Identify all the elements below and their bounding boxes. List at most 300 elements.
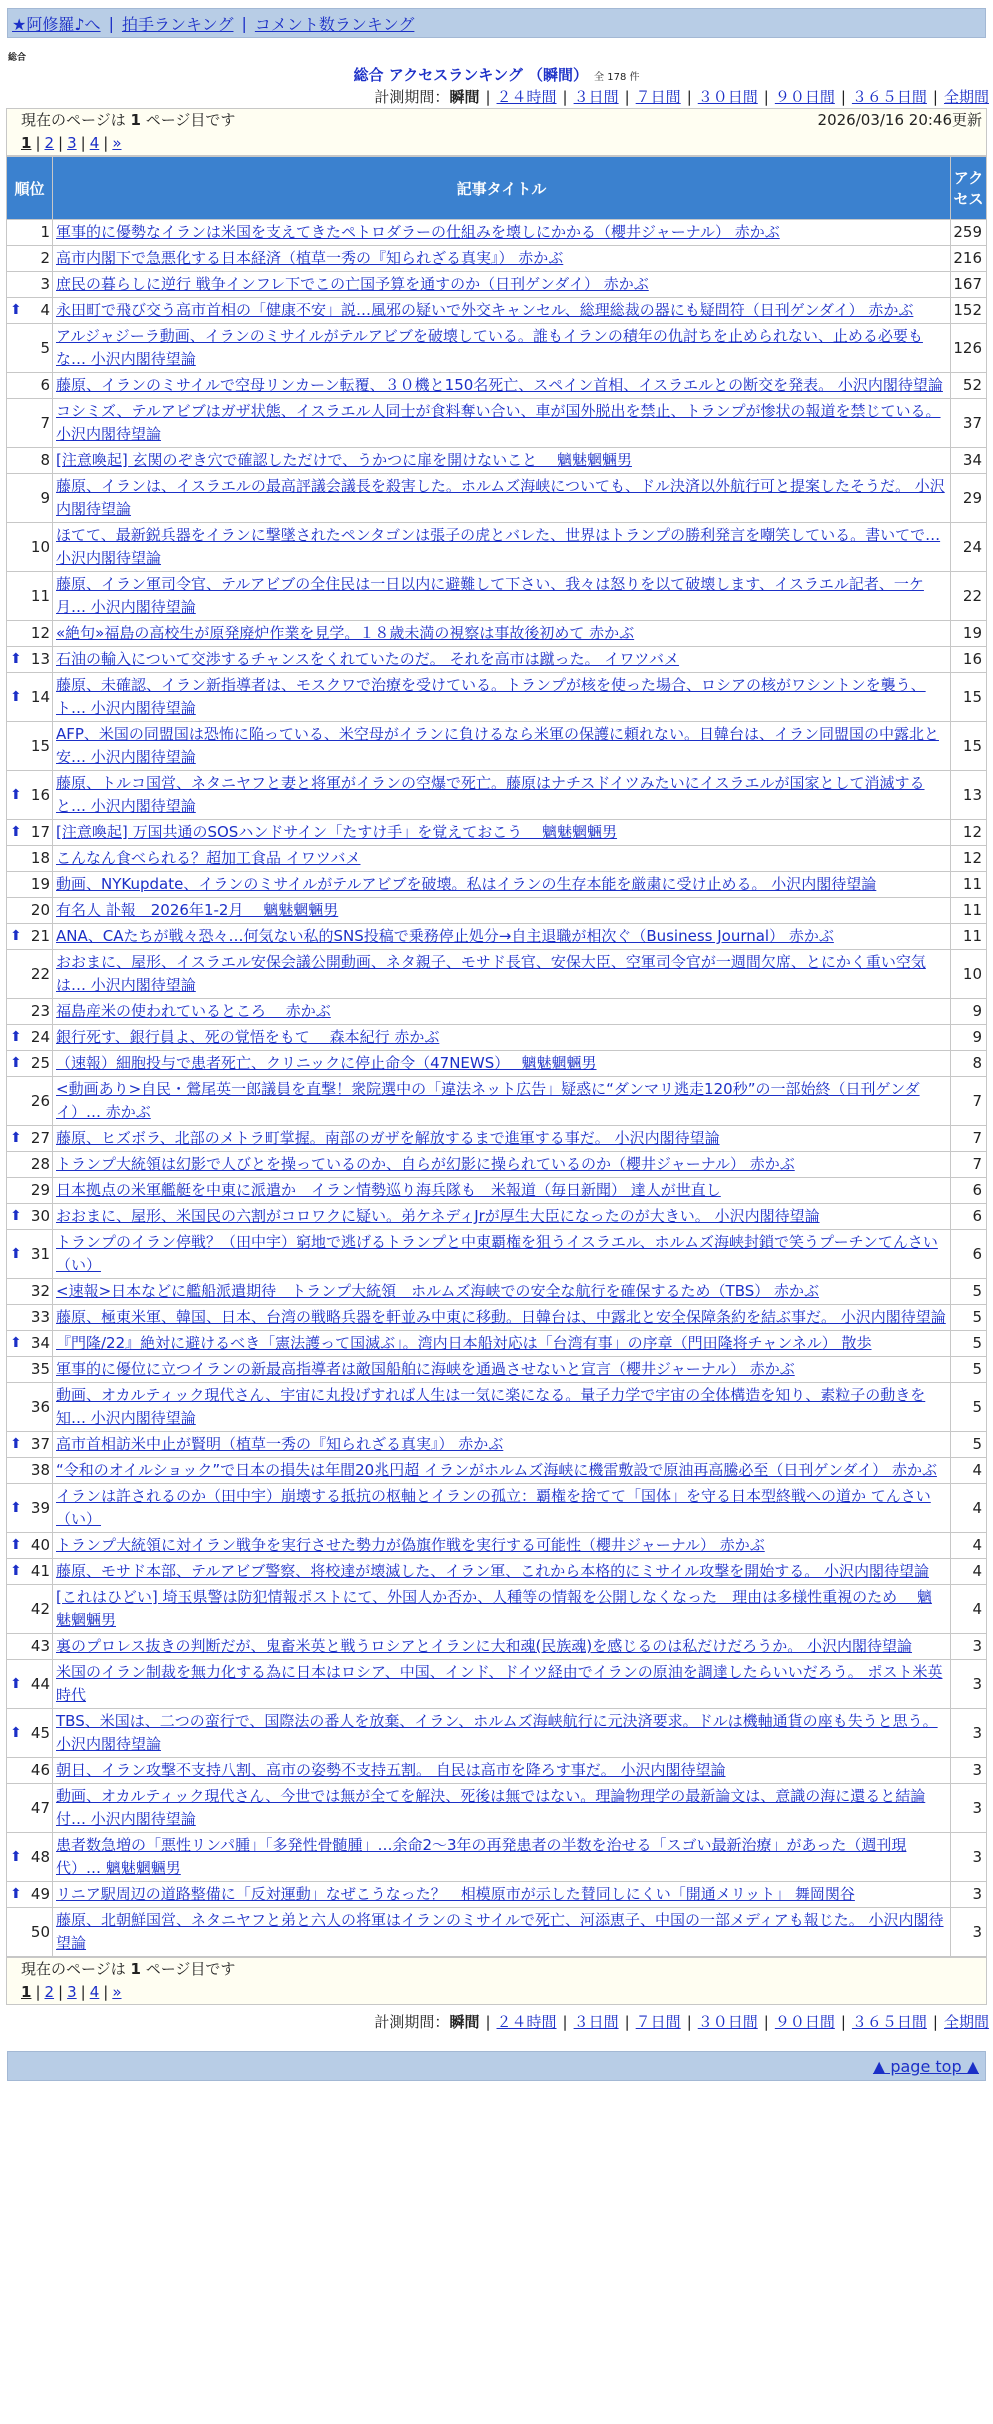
rank-number: 11 (30, 586, 50, 605)
title-cell (53, 999, 951, 1025)
rank-number: 50 (30, 1922, 50, 1941)
access-count: 9 (951, 999, 987, 1025)
access-count: 4 (951, 1458, 987, 1484)
table-row (7, 1279, 987, 1305)
article-link[interactable]: [注意喚起] 玄関のぞき穴で確認しただけで、うかつに扉を開けないこと 魑魅魍魎男 (56, 451, 632, 469)
access-count: 5 (951, 1305, 987, 1331)
rank-number: 41 (30, 1562, 50, 1580)
rank-up-arrow-icon: ⬆ (10, 928, 22, 944)
access-count: 126 (951, 324, 987, 373)
period-separator: | (624, 2013, 630, 2031)
table-row (7, 399, 987, 448)
column-header-title: 記事タイトル (53, 157, 951, 220)
rank-cell (7, 647, 53, 673)
title-cell (53, 1331, 951, 1357)
rank-up-arrow-icon: ⬆ (10, 1055, 22, 1071)
title-cell (53, 1357, 951, 1383)
article-link[interactable]: 藤原、イラン軍司令官、テルアビブの全住民は一日以内に避難して下さい、我々は怒りを以て破壊します、イスラエル記者、一ケ月… 小沢内閣待望論 (56, 575, 924, 616)
access-count: 52 (951, 373, 987, 399)
rank-up-arrow-icon: ⬆ (10, 1886, 22, 1902)
title-cell (53, 1432, 951, 1458)
rank-number: 46 (30, 1761, 50, 1779)
access-count: 3 (951, 1784, 987, 1833)
title-cell (53, 399, 951, 448)
article-link[interactable]: 患者数急増の「悪性リンパ腫」「多発性骨髄腫」…余命2〜3年の再発患者の半数を治せる「スゴい最新治療」があった（週刊現代）… 魑魅魍魎男 (56, 1836, 907, 1877)
rank-cell (7, 1383, 53, 1432)
main-content (6, 108, 987, 2005)
rank-cell (7, 1533, 53, 1559)
rank-cell (7, 1432, 53, 1458)
title-cell (53, 950, 951, 999)
rank-cell (7, 1833, 53, 1882)
period-separator: | (485, 88, 491, 106)
title-cell (53, 1758, 951, 1784)
rank-number: 17 (30, 823, 50, 841)
table-row (7, 1660, 987, 1709)
period-option[interactable]: ９０日間 (774, 88, 835, 106)
article-link[interactable]: 動画、NYKupdate、イランのミサイルがテルアビブを破壊。私はイランの生存本能を厳粛に受け止める。 小沢内閣待望論 (56, 875, 877, 893)
nav-separator: | (241, 13, 247, 33)
rank-number: 28 (30, 1155, 50, 1173)
table-row (7, 1882, 987, 1908)
nav-link-applause-ranking[interactable]: 拍手ランキング (121, 14, 234, 34)
table-row (7, 1784, 987, 1833)
title-cell (53, 1882, 951, 1908)
table-row (7, 1357, 987, 1383)
rank-number: 31 (30, 1244, 50, 1263)
rank-number: 21 (30, 927, 50, 945)
table-row (7, 1025, 987, 1051)
article-link[interactable]: 藤原、未確認、イラン新指導者は、モスクワで治療を受けている。トランプが核を使った場合、ロシアの核がワシントンを襲う、ト… 小沢内閣待望論 (56, 676, 926, 717)
access-count: 5 (951, 1279, 987, 1305)
period-separator: | (562, 88, 568, 106)
rank-up-arrow-icon: ⬆ (10, 1245, 22, 1262)
article-link[interactable]: 庶民の暮らしに逆行 戦争インフレ下でこの亡国予算を通すのか（日刊ゲンダイ） 赤かぶ (56, 275, 649, 293)
article-link[interactable]: （速報）細胞投与で患者死亡、クリニックに停止命令（47NEWS） 魑魅魍魎男 (56, 1054, 597, 1072)
table-row (7, 1758, 987, 1784)
table-row (7, 1178, 987, 1204)
current-page-text: 現在のページは 1 ページ目です (21, 111, 236, 129)
title-cell (53, 220, 951, 246)
access-count: 16 (951, 647, 987, 673)
pager-link[interactable]: 1 (21, 134, 32, 152)
title-cell (53, 846, 951, 872)
title-cell (53, 1484, 951, 1533)
article-link[interactable]: 動画、オカルティック現代さん、宇宙に丸投げすれば人生は一気に楽になる。量子力学で宇宙の全体構造を知り、素粒子の動きを知… 小沢内閣待望論 (56, 1386, 926, 1427)
access-count: 3 (951, 1908, 987, 1957)
rank-up-arrow-icon: ⬆ (10, 688, 22, 705)
table-row (7, 1559, 987, 1585)
rank-cell (7, 1709, 53, 1758)
article-link[interactable]: ほてて、最新鋭兵器をイランに撃墜されたペンタゴンは張子の虎とバレた、世界はトランプの勝利発言を嘲笑している。書いてで… 小沢内閣待望論 (56, 526, 941, 567)
rank-cell (7, 820, 53, 846)
article-link[interactable]: 藤原、北朝鮮国営、ネタニヤフと弟と六人の将軍はイランのミサイルで死亡、河添恵子、中国の一部メディアも報じた。 小沢内閣待望論 (56, 1911, 944, 1952)
article-link[interactable]: 裏のプロレス抜きの判断だが、鬼畜米英と戦うロシアとイランに大和魂(民族魂)を感じるのは私だけだろうか。 小沢内閣待望論 (56, 1637, 913, 1655)
rank-up-arrow-icon: ⬆ (10, 824, 22, 840)
rank-number: 47 (30, 1798, 50, 1817)
rank-up-arrow-icon: ⬆ (10, 1130, 22, 1146)
title-cell (53, 298, 951, 324)
table-row (7, 448, 987, 474)
period-option[interactable]: ９０日間 (774, 2013, 835, 2031)
title-cell (53, 1533, 951, 1559)
access-count: 5 (951, 1432, 987, 1458)
pager-link[interactable]: 3 (67, 134, 77, 152)
rank-number: 27 (30, 1129, 50, 1147)
title-cell (53, 1178, 951, 1204)
table-row (7, 523, 987, 572)
table-row (7, 324, 987, 373)
article-link[interactable]: “令和のオイルショック”で日本の損失は年間20兆円超 イランがホルムズ海峡に機雷敷設で原油再高騰必至（日刊ゲンダイ） 赤かぶ (56, 1461, 937, 1479)
period-option[interactable]: 全期間 (943, 88, 989, 106)
rank-number: 3 (40, 275, 50, 293)
table-row (7, 1077, 987, 1126)
article-link[interactable]: 日本拠点の米軍艦艇を中東に派遣か イラン情勢巡り海兵隊も 米報道（毎日新聞） 達人が世直し (56, 1181, 721, 1199)
article-link[interactable]: ANA、CAたちが戦々恐々…何気ない私的SNS投稿で乗務停止処分→自主退職が相次ぐ（Business Journal） 赤かぶ (56, 927, 834, 945)
article-link[interactable]: 高市内閣下で急悪化する日本経済（植草一秀の『知られざる真実』） 赤かぶ (56, 249, 564, 267)
table-row (7, 1051, 987, 1077)
period-option[interactable]: ３６５日間 (851, 88, 927, 106)
rank-number: 18 (30, 849, 50, 867)
rank-cell (7, 373, 53, 399)
table-row (7, 1709, 987, 1758)
top-nav (7, 8, 986, 38)
pager-link[interactable]: » (112, 134, 122, 152)
footer-bar (7, 2051, 986, 2081)
access-count: 15 (951, 673, 987, 722)
rank-number: 44 (30, 1674, 50, 1693)
page-info (6, 108, 987, 156)
article-link[interactable]: 軍事的に優勢なイランは米国を支えてきたペトロダラーの仕組みを壊しにかかる（櫻井ジャーナル） 赤かぶ (56, 223, 780, 241)
article-link[interactable]: 高市首相訪米中止が賢明（植草一秀の『知られざる真実』） 赤かぶ (56, 1435, 504, 1453)
rank-cell (7, 1559, 53, 1585)
access-count: 3 (951, 1758, 987, 1784)
period-option[interactable]: ３０日間 (697, 88, 758, 106)
title-cell (53, 1279, 951, 1305)
pager-link[interactable]: 2 (44, 134, 55, 152)
title-cell (53, 1833, 951, 1882)
period-option[interactable]: ７日間 (635, 2013, 681, 2031)
access-count: 24 (951, 523, 987, 572)
table-row (7, 1432, 987, 1458)
article-link[interactable]: 有名人 訃報 2026年1-2月 魑魅魍魎男 (56, 901, 339, 919)
article-link[interactable]: トランプ大統領は幻影で人びとを操っているのか、自らが幻影に操られているのか（櫻井ジャーナル） 赤かぶ (56, 1155, 795, 1173)
table-row (7, 1533, 987, 1559)
rank-up-arrow-icon: ⬆ (10, 1848, 22, 1865)
rank-cell (7, 220, 53, 246)
article-link[interactable]: 銀行死す、銀行員よ、死の覚悟をもて 森本紀行 赤かぶ (56, 1028, 440, 1046)
period-separator: | (763, 2013, 769, 2031)
access-count: 11 (951, 898, 987, 924)
period-option[interactable]: ３日間 (573, 88, 619, 106)
table-row (7, 1484, 987, 1533)
access-count: 3 (951, 1634, 987, 1660)
access-count: 11 (951, 872, 987, 898)
article-link[interactable]: [注意喚起] 万国共通のSOSハンドサイン「たすけ手」を覚えておこう 魑魅魍魎男 (56, 823, 618, 841)
rank-number: 49 (30, 1885, 50, 1903)
rank-up-arrow-icon: ⬆ (10, 1537, 22, 1553)
rank-up-arrow-icon: ⬆ (10, 302, 22, 318)
rank-cell (7, 1178, 53, 1204)
rank-cell (7, 1204, 53, 1230)
table-row (7, 898, 987, 924)
rank-number: 34 (30, 1334, 50, 1352)
rank-cell (7, 1152, 53, 1178)
table-row (7, 950, 987, 999)
article-link[interactable]: 藤原、イランのミサイルで空母リンカーン転覆、３０機と150名死亡、スペイン首相、イスラエルとの断交を発表。 小沢内閣待望論 (56, 376, 943, 394)
article-link[interactable]: 藤原、極東米軍、韓国、日本、台湾の戦略兵器を軒並み中東に移動。日韓台は、中露北と安全保障条約を結ぶ事だ。 小沢内閣待望論 (56, 1308, 946, 1326)
title-cell (53, 820, 951, 846)
rank-cell (7, 1230, 53, 1279)
article-link[interactable]: 永田町で飛び交う高市首相の「健康不安」説…風邪の疑いで外交キャンセル、総理総裁の器にも疑問符（日刊ゲンダイ） 赤かぶ (56, 301, 914, 319)
article-link[interactable]: «絶句»福島の高校生が原発廃炉作業を見学。１８歳未満の視察は事故後初めて 赤かぶ (56, 624, 635, 642)
rank-cell (7, 572, 53, 621)
period-option: 瞬間 (449, 2013, 480, 2031)
rank-number: 45 (30, 1723, 50, 1742)
total-count: 全 178 件 (594, 72, 640, 83)
title-cell (53, 1077, 951, 1126)
period-separator: | (686, 2013, 692, 2031)
rank-number: 38 (30, 1461, 50, 1479)
table-row (7, 647, 987, 673)
rank-number: 5 (40, 338, 50, 357)
article-link[interactable]: 藤原、イランは、イスラエルの最高評議会議長を殺害した。ホルムズ海峡についても、ドル決済以外航行可と提案したそうだ。 小沢内閣待望論 (56, 477, 945, 518)
rank-number: 29 (30, 1181, 50, 1199)
article-link[interactable]: 石油の輸入について交渉するチャンスをくれていたのだ。 それを高市は蹴った。 イワツバメ (56, 650, 680, 668)
title-cell (53, 1458, 951, 1484)
rank-up-arrow-icon: ⬆ (10, 1029, 22, 1045)
access-count: 12 (951, 820, 987, 846)
rank-number: 14 (30, 687, 50, 706)
article-link[interactable]: 藤原、トルコ国営、ネタニヤフと妻と将軍がイランの空爆で死亡。藤原はナチスドイツみたいにイスラエルが国家として消滅すると… 小沢内閣待望論 (56, 774, 925, 815)
access-count: 8 (951, 1051, 987, 1077)
nav-link-asyura[interactable]: ★阿修羅♪へ (12, 14, 101, 34)
rank-up-arrow-icon: ⬆ (10, 1724, 22, 1741)
article-link[interactable]: おおまに、屋形、イスラエル安保会議公開動画、ネタ親子、モサド長官、安保大臣、空軍司令官が一週間欠席、とにかく重い空気は… 小沢内閣待望論 (56, 953, 926, 994)
title-cell (53, 1634, 951, 1660)
article-link[interactable]: AFP、米国の同盟国は恐怖に陥っている、米空母がイランに負けるなら米軍の保護に頼れない。日韓台は、イラン同盟国の中露北と安… 小沢内閣待望論 (56, 725, 939, 766)
rank-cell (7, 399, 53, 448)
rank-cell (7, 1025, 53, 1051)
rank-number: 36 (30, 1397, 50, 1416)
page-info-bottom (6, 1957, 987, 2005)
pager-link[interactable]: 2 (44, 1983, 55, 2001)
article-link[interactable]: 軍事的に優位に立つイランの新最高指導者は敵国船舶に海峡を通過させないと宣言（櫻井ジャーナル） 赤かぶ (56, 1360, 795, 1378)
rank-up-arrow-icon: ⬆ (10, 1335, 22, 1351)
rank-cell (7, 1051, 53, 1077)
article-link[interactable]: イランは許されるのか（田中宇）崩壊する抵抗の枢軸とイランの孤立：覇権を捨てて「国体」を守る日本型終戦への道か てんさい（い） (56, 1487, 931, 1528)
table-row (7, 1204, 987, 1230)
period-option[interactable]: ７日間 (635, 88, 681, 106)
pager-link[interactable]: 4 (89, 1983, 100, 2001)
period-option[interactable]: 全期間 (943, 2013, 989, 2031)
title-cell (53, 898, 951, 924)
title-cell (53, 1660, 951, 1709)
rank-up-arrow-icon: ⬆ (10, 651, 22, 667)
rank-cell (7, 673, 53, 722)
table-row (7, 820, 987, 846)
title-cell (53, 1305, 951, 1331)
rank-number: 25 (30, 1054, 50, 1072)
article-link[interactable]: 朝日、イラン攻撃不支持八割、高市の姿勢不支持五割。 自民は高市を降ろす事だ。 小沢内閣待望論 (56, 1761, 726, 1779)
period-option[interactable]: ２４時間 (496, 2013, 557, 2031)
article-link[interactable]: 動画、オカルティック現代さん、今世では無が全てを解決、死後は無ではない。理論物理学の最新論文は、意識の海に還ると結論付… 小沢内閣待望論 (56, 1787, 926, 1828)
pager-separator: | (80, 1983, 86, 2001)
title-cell (53, 722, 951, 771)
rank-number: 1 (40, 223, 50, 241)
rank-cell (7, 474, 53, 523)
nav-link-comment-ranking[interactable]: コメント数ランキング (254, 14, 415, 34)
article-link[interactable]: トランプのイラン停戦？（田中宇）窮地で逃げるトランプと中東覇権を狙うイスラエル、ホルムズ海峡封鎖で笑うプーチンてんさい（い） (56, 1233, 938, 1274)
article-link[interactable]: [これはひどい] 埼玉県警は防犯情報ポストにて、外国人か否か、人種等の情報を公開しなくなった 理由は多様性重視のため 魑魅魍魎男 (56, 1588, 932, 1629)
table-row (7, 246, 987, 272)
access-count: 3 (951, 1709, 987, 1758)
rank-number: 10 (30, 537, 50, 556)
access-count: 259 (951, 220, 987, 246)
article-link[interactable]: アルジャジーラ動画、イランのミサイルがテルアビブを破壊している。誰もイランの積年の仇討ちを止められない、止める必要もな… 小沢内閣待望論 (56, 327, 923, 368)
access-count: 13 (951, 771, 987, 820)
rank-cell (7, 1784, 53, 1833)
access-count: 15 (951, 722, 987, 771)
article-link[interactable]: おおまに、屋形、米国民の六割がコロワクに疑い。弟ケネディJrが厚生大臣になったのが大きい。 小沢内閣待望論 (56, 1207, 820, 1225)
table-row (7, 1908, 987, 1957)
period-separator: | (840, 2013, 846, 2031)
access-count: 216 (951, 246, 987, 272)
title-cell (53, 1784, 951, 1833)
rank-cell (7, 1882, 53, 1908)
article-link[interactable]: コシミズ、テルアビブはガザ状態、イスラエル人同士が食料奪い合い、車が国外脱出を禁止、トランプが惨状の報道を禁じている。 小沢内閣待望論 (56, 402, 941, 443)
article-link[interactable]: 藤原、ヒズボラ、北部のメトラ町掌握。南部のガザを解放するまで進軍する事だ。 小沢内閣待望論 (56, 1129, 720, 1147)
table-row (7, 1634, 987, 1660)
ranking-table (6, 156, 987, 1957)
access-count: 3 (951, 1660, 987, 1709)
table-row (7, 846, 987, 872)
access-count: 5 (951, 1331, 987, 1357)
rank-cell (7, 846, 53, 872)
pagination (7, 131, 986, 155)
period-option[interactable]: ３０日間 (697, 2013, 758, 2031)
article-link[interactable]: こんなん食べられる？超加工食品 イワツバメ (56, 849, 361, 867)
pager-link[interactable]: 3 (67, 1983, 77, 2001)
table-row (7, 872, 987, 898)
rank-number: 35 (30, 1360, 50, 1378)
article-link[interactable]: <動画あり>自民・鶯尾英一郎議員を直撃！衆院選中の「違法ネット広告」疑惑に“ダンマリ逃走120秒”の一部始終（日刊ゲンダイ）… 赤かぶ (56, 1080, 920, 1121)
period-option[interactable]: ２４時間 (496, 88, 557, 106)
pager-link[interactable]: » (112, 1983, 122, 2001)
rank-cell (7, 621, 53, 647)
title-cell (53, 474, 951, 523)
rank-number: 26 (30, 1091, 50, 1110)
rank-number: 7 (40, 413, 50, 432)
article-link[interactable]: トランプ大統領に対イラン戦争を実行させた勢力が偽旗作戦を実行する可能性（櫻井ジャーナル） 赤かぶ (56, 1536, 765, 1554)
period-option[interactable]: ３６５日間 (851, 2013, 927, 2031)
access-count: 167 (951, 272, 987, 298)
article-link[interactable]: 福島産米の使われているところ 赤かぶ (56, 1002, 331, 1020)
period-separator: | (932, 88, 938, 106)
table-row (7, 1458, 987, 1484)
article-link[interactable]: リニア駅周辺の道路整備に「反対運動」なぜこうなった？ 相模原市が示した賛同しにくい「開通メリット」 舞岡関谷 (56, 1885, 855, 1903)
rank-up-arrow-icon: ⬆ (10, 1499, 22, 1516)
access-count: 152 (951, 298, 987, 324)
title-cell (53, 324, 951, 373)
access-count: 37 (951, 399, 987, 448)
title-cell (53, 1230, 951, 1279)
title-cell (53, 246, 951, 272)
table-row (7, 272, 987, 298)
access-count: 5 (951, 1357, 987, 1383)
column-header-access: アクセス (951, 157, 987, 220)
access-count: 3 (951, 1833, 987, 1882)
article-link[interactable]: 藤原、モサド本部、テルアビブ警察、将校達が壊滅した、イラン軍、これから本格的にミサイル攻撃を開始する。 小沢内閣待望論 (56, 1562, 929, 1580)
rank-number: 32 (30, 1282, 50, 1300)
page-top-link[interactable]: ▲ page top ▲ (872, 2057, 979, 2076)
pager-separator: | (80, 134, 86, 152)
rank-up-arrow-icon: ⬆ (10, 1436, 22, 1452)
rank-cell (7, 872, 53, 898)
access-count: 4 (951, 1559, 987, 1585)
rank-up-arrow-icon: ⬆ (10, 1675, 22, 1692)
rank-number: 23 (30, 1002, 50, 1020)
pager-separator: | (58, 1983, 64, 2001)
table-row (7, 1230, 987, 1279)
article-link[interactable]: <速報>日本などに艦船派遣期待 トランプ大統領 ホルムズ海峡での安全な航行を確保するため（TBS） 赤かぶ (56, 1282, 820, 1300)
rank-cell (7, 523, 53, 572)
table-row (7, 722, 987, 771)
rank-number: 43 (30, 1637, 50, 1655)
rank-number: 4 (40, 301, 50, 319)
article-link[interactable]: 米国のイラン制裁を無力化する為に日本はロシア、中国、インド、ドイツ経由でイランの原油を調達したらいいだろう。 ポスト米英時代 (56, 1663, 943, 1704)
title-cell (53, 1383, 951, 1432)
table-row (7, 474, 987, 523)
title-cell (53, 523, 951, 572)
period-option[interactable]: ３日間 (573, 2013, 619, 2031)
rank-cell (7, 1908, 53, 1957)
rank-cell (7, 1126, 53, 1152)
rank-number: 15 (30, 736, 50, 755)
article-link[interactable]: 『門隆/22』絶対に避けるべき「憲法護って国滅ぶ」。湾内日本船対応は「台湾有事」の序章（門田隆将チャンネル） 散歩 (56, 1334, 872, 1352)
rank-cell (7, 771, 53, 820)
rank-cell (7, 1279, 53, 1305)
pager-link[interactable]: 4 (89, 134, 100, 152)
rank-number: 2 (40, 249, 50, 267)
rank-cell (7, 1758, 53, 1784)
article-link[interactable]: TBS、米国は、二つの蛮行で、国際法の番人を放棄、イラン、ホルムズ海峡航行に元決済要求。ドルは機軸通貨の座も失うと思う。 小沢内閣待望論 (56, 1712, 938, 1753)
table-row (7, 1305, 987, 1331)
title-cell (53, 771, 951, 820)
pager-link[interactable]: 1 (21, 1983, 32, 2001)
rank-number: 22 (30, 964, 50, 983)
rank-up-arrow-icon: ⬆ (10, 786, 22, 803)
rank-up-arrow-icon: ⬆ (10, 1208, 22, 1224)
access-count: 10 (951, 950, 987, 999)
rank-cell (7, 999, 53, 1025)
title-cell (53, 1204, 951, 1230)
title-cell (53, 448, 951, 474)
table-row (7, 621, 987, 647)
page-title-text: 総合 アクセスランキング （瞬間） (353, 66, 589, 84)
access-count: 6 (951, 1178, 987, 1204)
period-label: 計測期間： (374, 2013, 450, 2031)
rank-number: 33 (30, 1308, 50, 1326)
table-row (7, 1152, 987, 1178)
rank-number: 20 (30, 901, 50, 919)
pager-separator: | (103, 134, 109, 152)
table-row (7, 1331, 987, 1357)
period-separator: | (932, 2013, 938, 2031)
rank-number: 42 (30, 1599, 50, 1618)
access-count: 4 (951, 1533, 987, 1559)
rank-cell (7, 1305, 53, 1331)
